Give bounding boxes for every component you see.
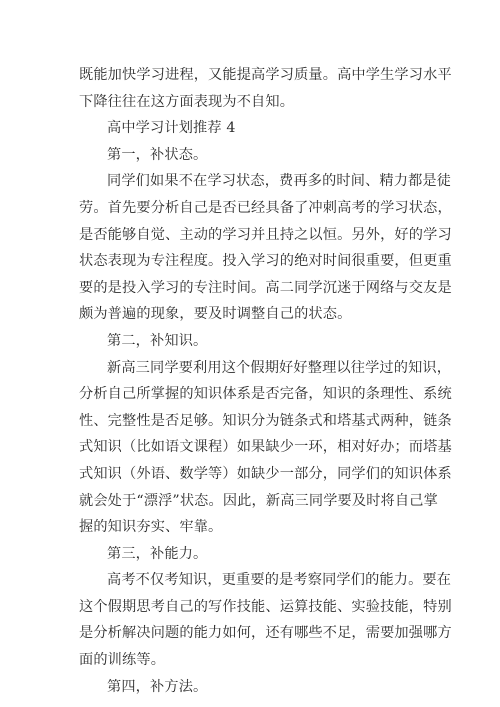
text-line: 是分析解决问题的能力如何，还有哪些不足，需要加强哪方 [79, 625, 452, 642]
text-line: 高考不仅考知识，更重要的是考察同学们的能力。要在 [107, 572, 452, 589]
text-line: 新高三同学要利用这个假期好好整理以往学过的知识， [107, 359, 452, 376]
text-line: 劳。首先要分析自己是否已经具备了冲刺高考的学习状态， [79, 199, 452, 216]
section-heading: 第二，补知识。 [107, 332, 208, 349]
text-line: 状态表现为专注程度。投入学习的绝对时间很重要，但更重 [79, 253, 452, 270]
document-page [79, 62, 452, 700]
text-line: 要的是投入学习的专注时间。高二同学沉迷于网络与交友是 [79, 279, 452, 296]
section-title: 高中学习计划推荐 4 [107, 120, 236, 137]
text-line: 式知识（外语、数学等）如缺少一部分，同学们的知识体系 [79, 465, 452, 482]
text-line: 既能加快学习进程，又能提高学习质量。高中学生学习水平 [79, 67, 452, 83]
text-line: 就会处于“漂浮”状态。因此，新高三同学要及时将自己掌 [79, 492, 438, 509]
text-line: 性、完整性是否足够。知识分为链条式和塔基式两种，链条 [79, 412, 452, 429]
text-line: 握的知识夯实、牢靠。 [79, 519, 223, 536]
text-line: 这个假期思考自己的写作技能、运算技能、实验技能，特别 [79, 598, 452, 615]
text-line: 同学们如果不在学习状态，费再多的时间、精力都是徒 [107, 173, 452, 190]
text-line: 颇为普遍的现象，要及时调整自己的状态。 [79, 306, 352, 323]
text-line: 面的训练等。 [79, 652, 166, 669]
section-heading: 第四，补方法。 [107, 678, 208, 695]
section-heading: 第一，补状态。 [107, 146, 208, 163]
text-line: 分析自己所掌握的知识体系是否完备，知识的条理性、系统 [79, 386, 452, 403]
text-line: 式知识（比如语文课程）如果缺少一环，相对好办；而塔基 [79, 439, 452, 456]
section-heading: 第三，补能力。 [107, 545, 208, 562]
text-line: 下降往往在这方面表现为不自知。 [79, 93, 295, 110]
text-line: 是否能够自觉、主动的学习并且持之以恒。另外，好的学习 [79, 226, 452, 243]
